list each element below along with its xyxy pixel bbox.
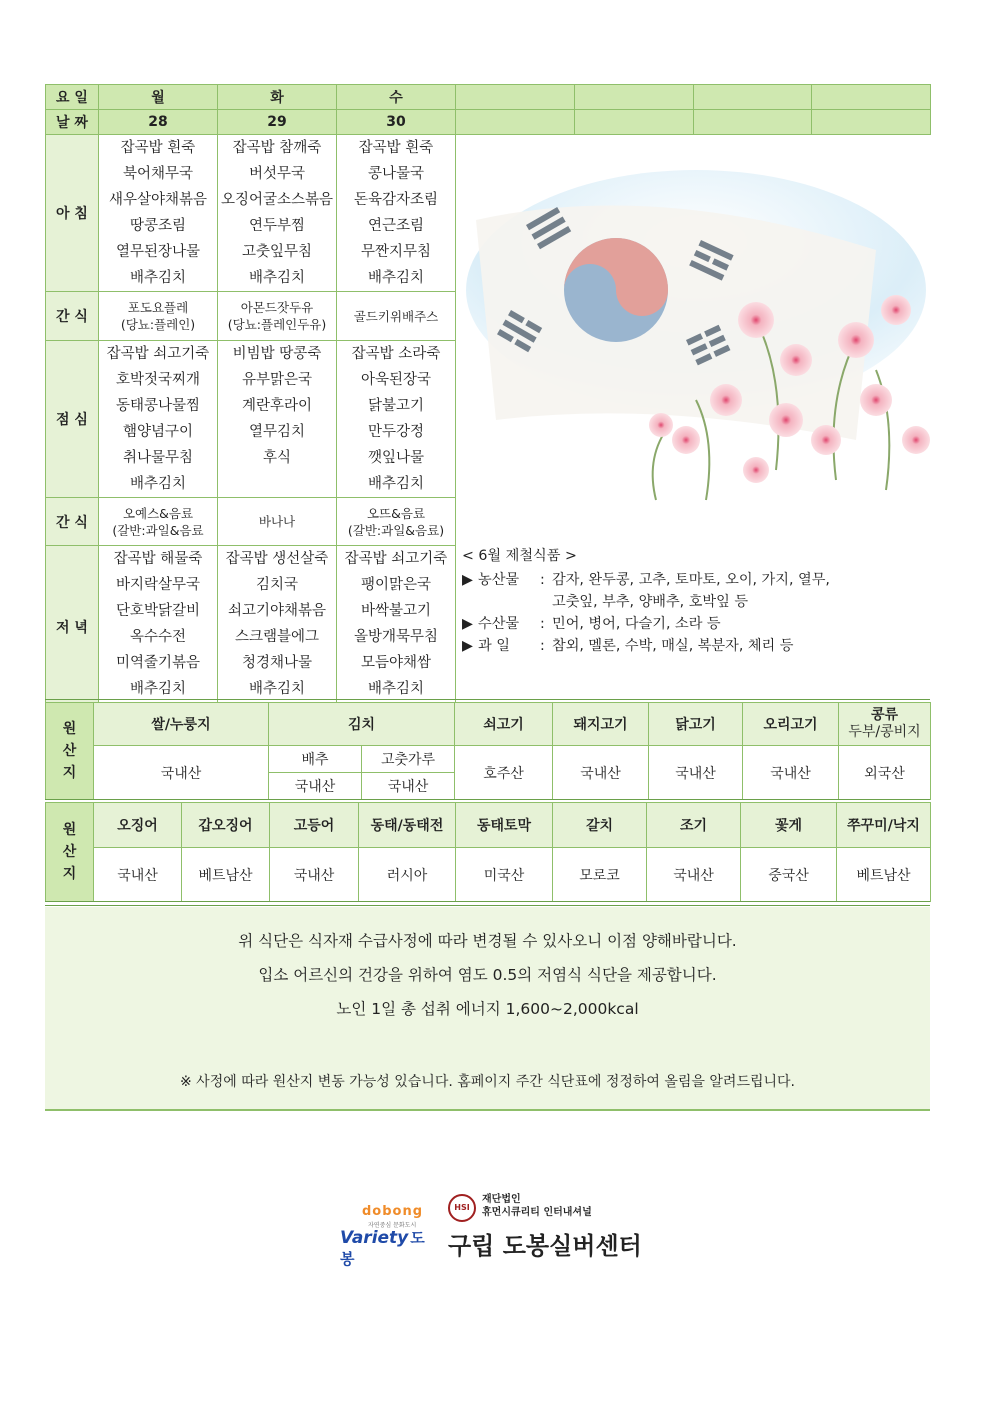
menu-cell [99, 498, 218, 546]
seasonal-line: 감자, 완두콩, 고추, 토마토, 오이, 가지, 열무, [552, 572, 830, 588]
meal-label: 간 식 [46, 292, 99, 341]
origin-kimchi-cabbage-label: 배추 [269, 746, 362, 773]
menu-cell [218, 292, 337, 341]
menu-item: 팽이맑은국 [360, 577, 432, 593]
menu-item: 포도요플레 [127, 300, 189, 315]
origin-label [46, 703, 94, 800]
dobong-logo-text: Variety [340, 1228, 409, 1248]
menu-item: 오뜨&음료 [366, 505, 426, 521]
origin-header-chicken: 닭고기 [649, 703, 743, 746]
menu-item: 스크램블에그 [234, 629, 320, 645]
dobong-logo-slogan: 자연중심 문화도시 [368, 1222, 417, 1229]
menu-item: 잡곡밥 생선살죽 [225, 551, 329, 567]
seasonal-colon: : [540, 572, 545, 588]
menu-item: 배추김치 [248, 681, 306, 697]
seasonal-list [552, 613, 927, 635]
origin-value: 모로코 [553, 848, 647, 902]
day-cell [694, 85, 812, 110]
seasonal-foods [462, 545, 927, 657]
menu-item: 비빔밥 땅콩죽 [232, 346, 322, 362]
seasonal-colon: : [540, 638, 545, 654]
menu-item: 바싹불고기 [360, 603, 432, 619]
menu-item: 바지락살무국 [115, 577, 201, 593]
menu-item: 배추김치 [367, 476, 425, 492]
menu-item: 옥수수전 [129, 629, 187, 645]
origin-header-pork: 돼지고기 [553, 703, 649, 746]
menu-item: 배추김치 [129, 476, 187, 492]
origin-rice: 국내산 [94, 746, 269, 800]
day-cell [456, 85, 575, 110]
menu-item: (갈반:과일&음료) [347, 522, 445, 538]
menu-item: 동태콩나물찜 [115, 398, 201, 414]
origin-value: 미국산 [456, 848, 553, 902]
origin-kimchi-cabbage: 국내산 [269, 773, 362, 800]
menu-item: 아몬드잣두유 [240, 300, 314, 315]
meal-label: 아 침 [46, 135, 99, 292]
menu-dates-row [46, 110, 931, 135]
menu-item: 버섯무국 [248, 166, 306, 182]
origin-header: 꽃게 [741, 803, 837, 848]
day-cell: 수 [337, 85, 456, 110]
menu-item: 오예스&음료 [122, 505, 194, 521]
menu-cell [218, 341, 337, 498]
menu-days-row [46, 85, 931, 110]
day-cell: 화 [218, 85, 337, 110]
menu-item: 오징어굴소스볶음 [220, 192, 334, 208]
footer-logos [340, 1188, 680, 1268]
menu-cell [99, 341, 218, 498]
origin-header-bean [839, 703, 931, 746]
menu-item: 새우살야채볶음 [108, 192, 208, 208]
date-cell [694, 110, 812, 135]
notice-line-2: 입소 어르신의 건강을 위하여 염도 0.5의 저염식 식단을 제공합니다. [258, 966, 717, 984]
date-cell: 28 [99, 110, 218, 135]
dobong-logo-korean: 도봉 [340, 1229, 425, 1268]
origin-header: 조기 [647, 803, 741, 848]
origin-value: 러시아 [359, 848, 456, 902]
origin-beef: 호주산 [455, 746, 553, 800]
origin-header-bean-sub: 두부/콩비지 [848, 724, 921, 740]
menu-cell [218, 546, 337, 708]
menu-cell [218, 135, 337, 292]
menu-item: 올방개묵무침 [353, 629, 439, 645]
menu-header-label: 요 일 [46, 85, 99, 110]
menu-item: 잡곡밥 소라죽 [351, 346, 441, 362]
origin-pork: 국내산 [553, 746, 649, 800]
menu-item: 북어채무국 [122, 166, 194, 182]
center-name: 구립 도봉실버센터 [448, 1232, 642, 1260]
menu-item: 김치국 [255, 577, 299, 593]
menu-item: 연두부찜 [248, 218, 306, 234]
menu-item: 잡곡밥 참깨죽 [232, 140, 322, 156]
origin-header: 고등어 [270, 803, 359, 848]
bullet-icon: ▶ [462, 616, 473, 632]
korean-flag-flowers-illustration [456, 140, 930, 515]
seasonal-item [462, 613, 927, 635]
menu-cell [99, 546, 218, 708]
day-cell [575, 85, 694, 110]
menu-cell [218, 498, 337, 546]
notice-box [45, 907, 930, 1111]
menu-item: (당뇨:플레인두유) [227, 317, 327, 332]
menu-cell [337, 135, 456, 292]
org-name [482, 1193, 592, 1219]
bullet-icon: ▶ [462, 638, 473, 654]
origin-value: 국내산 [94, 848, 182, 902]
menu-item: 후식 [262, 450, 291, 466]
menu-item: 고춧잎무침 [241, 244, 313, 260]
menu-item: 배추김치 [367, 270, 425, 286]
seasonal-category: 과 일 [478, 638, 510, 654]
menu-cell [337, 341, 456, 498]
meal-label: 저 녁 [46, 546, 99, 708]
seasonal-item [462, 635, 927, 657]
origin-value: 국내산 [647, 848, 741, 902]
seasonal-category: 수산물 [478, 616, 520, 632]
menu-item: 호박젓국찌개 [115, 372, 201, 388]
menu-item: 바나나 [258, 514, 296, 529]
divider [45, 901, 930, 906]
menu-cell [337, 498, 456, 546]
dobong-logo: dobong 자연중심 문화도시 Variety 도봉 [340, 1204, 425, 1268]
date-cell: 29 [218, 110, 337, 135]
origin-label-text: 원 산 지 [62, 822, 77, 882]
seasonal-item [462, 569, 927, 613]
hsi-seal-text: HSI [454, 1203, 470, 1212]
menu-item: 취나물무침 [122, 450, 194, 466]
menu-item: 만두강정 [367, 424, 425, 440]
day-cell: 월 [99, 85, 218, 110]
notice-line-3: 노인 1일 총 섭취 에너지 1,600~2,000kcal [336, 1000, 639, 1018]
menu-item: 미역줄기볶음 [115, 655, 201, 671]
menu-item: 땅콩조림 [129, 218, 187, 234]
date-cell [456, 110, 575, 135]
menu-item: 닭불고기 [367, 398, 425, 414]
seasonal-category: 농산물 [478, 572, 520, 588]
seasonal-colon: : [540, 616, 545, 632]
hsi-seal-icon [448, 1194, 476, 1222]
origin-label [46, 803, 94, 902]
menu-cell [337, 292, 456, 341]
meal-label: 점 심 [46, 341, 99, 498]
menu-item: 청경채나물 [241, 655, 313, 671]
origin-header-beef: 쇠고기 [455, 703, 553, 746]
menu-item: 잡곡밥 쇠고기죽 [344, 551, 448, 567]
menu-item: 잡곡밥 쇠고기죽 [106, 346, 210, 362]
menu-item: 계란후라이 [241, 398, 313, 414]
menu-item: 골드키위배주스 [353, 308, 439, 324]
seasonal-line: 민어, 병어, 다슬기, 소라 등 [552, 616, 721, 632]
date-cell: 30 [337, 110, 456, 135]
menu-item: 잡곡밥 해물죽 [113, 551, 203, 567]
seasonal-title: < 6월 제철식품 > [462, 548, 577, 564]
origin-header: 동태토막 [456, 803, 553, 848]
menu-item: 배추김치 [367, 681, 425, 697]
menu-item: 단호박닭갈비 [115, 603, 201, 619]
bullet-icon: ▶ [462, 572, 473, 588]
menu-cell [337, 546, 456, 708]
seasonal-line: 고춧잎, 부추, 양배추, 호박잎 등 [552, 594, 749, 610]
origin-value: 베트남산 [837, 848, 931, 902]
origin-header: 쭈꾸미/낙지 [837, 803, 931, 848]
org-name-line-1: 재단법인 [482, 1194, 521, 1205]
menu-cell [99, 292, 218, 341]
menu-item: 콩나물국 [367, 166, 425, 182]
notice-line-1: 위 식단은 식자재 수급사정에 따라 변경될 수 있사오니 이점 양해바랍니다. [238, 932, 737, 950]
menu-item: 배추김치 [129, 270, 187, 286]
menu-cell [99, 135, 218, 292]
menu-item: 배추김치 [129, 681, 187, 697]
origin-value: 중국산 [741, 848, 837, 902]
menu-header-label: 날 짜 [46, 110, 99, 135]
menu-item: (갈반:과일&음료 [112, 522, 204, 538]
date-cell [575, 110, 694, 135]
origin-header: 갈치 [553, 803, 647, 848]
menu-item: 쇠고기야채볶음 [227, 603, 327, 619]
menu-item: (당뇨:플레인) [120, 317, 196, 332]
menu-item: 모듬야채쌈 [360, 655, 432, 671]
origin-bean: 외국산 [839, 746, 931, 800]
menu-item: 열무김치 [248, 424, 306, 440]
menu-item: 무짠지무침 [360, 244, 432, 260]
origin-label-text: 원 산 지 [62, 721, 77, 781]
origin-header-duck: 오리고기 [743, 703, 839, 746]
origin-header: 오징어 [94, 803, 182, 848]
day-cell [812, 85, 931, 110]
org-name-line-2: 휴먼시큐리티 인터내셔널 [482, 1207, 592, 1218]
menu-item: 배추김치 [248, 270, 306, 286]
origin-table-seafood [45, 802, 931, 902]
origin-header-bean-title: 콩류 [870, 707, 899, 723]
meal-label: 간 식 [46, 498, 99, 546]
menu-item: 잡곡밥 흰죽 [120, 140, 196, 156]
origin-duck: 국내산 [743, 746, 839, 800]
origin-table-meat [45, 702, 931, 800]
date-cell [812, 110, 931, 135]
origin-header-kimchi: 김치 [269, 703, 455, 746]
menu-item: 아욱된장국 [360, 372, 432, 388]
menu-item: 유부맑은국 [241, 372, 313, 388]
origin-chicken: 국내산 [649, 746, 743, 800]
menu-item: 잡곡밥 흰죽 [358, 140, 434, 156]
menu-item: 깻잎나물 [367, 450, 425, 466]
origin-header: 동태/동태전 [359, 803, 456, 848]
menu-item: 햄양념구이 [122, 424, 194, 440]
menu-item: 돈육감자조림 [353, 192, 439, 208]
origin-header-rice: 쌀/누룽지 [94, 703, 269, 746]
notice-line-4: ※ 사정에 따라 원산지 변동 가능성 있습니다. 홈페이지 주간 식단표에 정정하여 올림을 알려드립니다. [180, 1074, 795, 1090]
seasonal-line: 참외, 멜론, 수박, 매실, 복분자, 체리 등 [552, 638, 794, 654]
origin-kimchi-pepper-label: 고춧가루 [362, 746, 455, 773]
origin-value: 국내산 [270, 848, 359, 902]
origin-kimchi-pepper: 국내산 [362, 773, 455, 800]
seasonal-list [552, 569, 927, 613]
menu-item: 열무된장나물 [115, 244, 201, 260]
seasonal-list [552, 635, 927, 657]
menu-item: 연근조림 [367, 218, 425, 234]
origin-value: 베트남산 [182, 848, 270, 902]
origin-header: 갑오징어 [182, 803, 270, 848]
